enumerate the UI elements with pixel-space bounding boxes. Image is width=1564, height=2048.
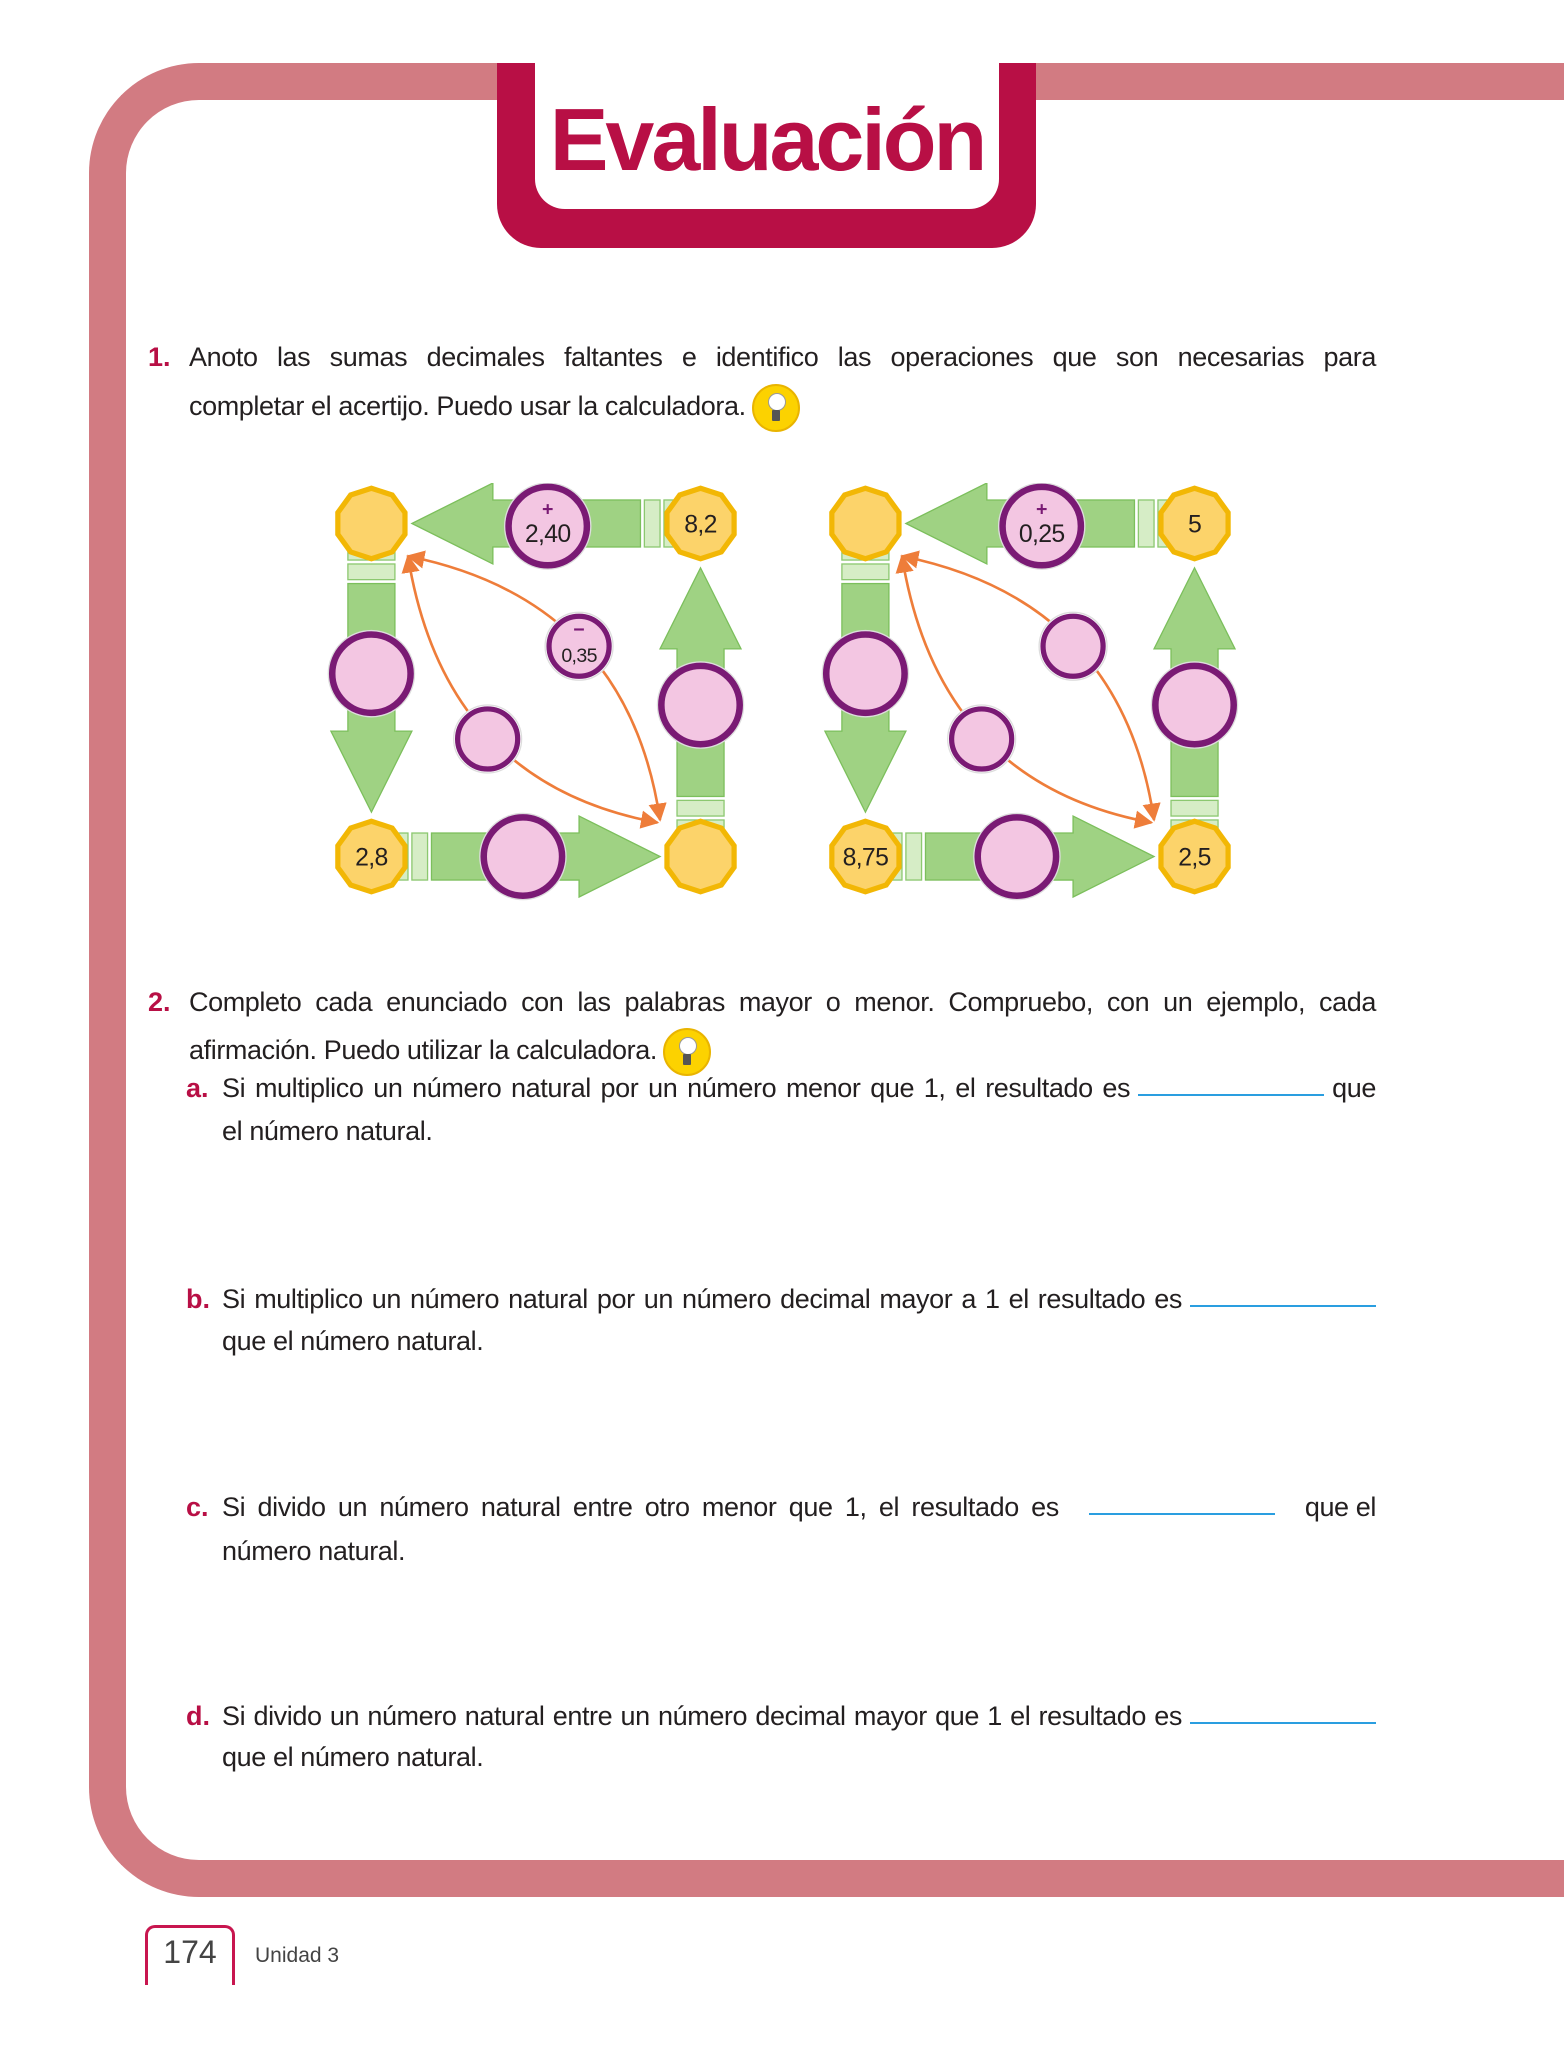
slot-top[interactable] [999, 483, 1085, 569]
unit-label: Unidad 3 [255, 1944, 340, 1967]
operation-value: 0,35 [561, 644, 597, 667]
puzzle-right [821, 483, 1252, 914]
operation-sign: + [542, 498, 554, 521]
arrow-stripe [906, 833, 922, 880]
item-a-line-1 [222, 1071, 1376, 1105]
item-b-answer-blank[interactable] [1190, 1305, 1376, 1307]
item-d-line-2: que el número natural. [222, 1742, 484, 1772]
item-b-letter: b. [186, 1284, 210, 1314]
diagonal-arrow-upper [408, 556, 660, 820]
answer-slot [952, 709, 1012, 769]
operation-sign: + [1036, 498, 1048, 521]
answer-slot [826, 635, 904, 713]
arrow-stripe [348, 564, 395, 580]
puzzle-left [327, 483, 758, 914]
slot-left[interactable] [328, 631, 414, 717]
item-b-line-1 [222, 1282, 1384, 1316]
question-2-line-2-text: afirmación. Puedo utilizar la calculadora. [189, 1035, 657, 1066]
question-2-line-2 [189, 1028, 711, 1076]
corner-bottom-right [1161, 821, 1228, 892]
corner-value: 2,5 [1178, 844, 1211, 872]
corner-bottom-right[interactable] [667, 821, 734, 892]
item-c-letter: c. [186, 1492, 209, 1522]
calculator-lightbulb-icon [663, 1028, 711, 1076]
corner-top-left[interactable] [832, 488, 899, 559]
operation-value: 2,40 [524, 520, 571, 548]
page-title: Evaluación [549, 90, 985, 189]
slot-left[interactable] [822, 631, 908, 717]
answer-slot [1155, 666, 1233, 744]
corner-bottom-left [832, 821, 899, 892]
item-b-line-2: que el número natural. [222, 1326, 484, 1356]
slot-diagonal-lower[interactable] [454, 705, 522, 773]
answer-slot [1043, 616, 1103, 676]
answer-slot [332, 635, 410, 713]
item-a-text-after: que [1332, 1073, 1376, 1103]
corner-bottom-left [338, 821, 405, 892]
answer-slot [458, 709, 518, 769]
operation-sign: − [573, 618, 585, 641]
slot-diagonal-lower[interactable] [948, 705, 1016, 773]
diagonal-arrow-lower [902, 556, 1151, 822]
item-c-text: Si divido un número natural entre otro menor que 1, el resultado es [222, 1492, 1059, 1522]
arrow-stripe [644, 500, 660, 547]
question-1-line-2 [189, 384, 800, 432]
corner-top-left[interactable] [338, 488, 405, 559]
diagonal-arrow-lower [408, 556, 657, 822]
item-c-line-2: número natural. [222, 1536, 406, 1566]
corner-value: 8,75 [842, 844, 889, 872]
question-1-line-2-text: completar el acertijo. Puedo usar la calculadora. [189, 391, 746, 422]
item-d-answer-blank[interactable] [1190, 1722, 1376, 1724]
arrow-stripe [677, 800, 724, 816]
calculator-lightbulb-icon [752, 384, 800, 432]
corner-octagon [338, 488, 405, 559]
answer-slot [661, 666, 739, 744]
slot-right[interactable] [1151, 662, 1237, 748]
page-number-box [145, 1925, 235, 1985]
slot-right[interactable] [657, 662, 743, 748]
corner-top-right [667, 488, 734, 559]
item-a-text: Si multiplico un número natural por un número menor que 1, el resultado es [222, 1073, 1131, 1103]
question-1-number: 1. [148, 342, 171, 372]
corner-value: 8,2 [684, 511, 717, 539]
item-a-answer-blank[interactable] [1138, 1094, 1324, 1096]
item-d-text: Si divido un número natural entre un número decimal mayor que 1 el resultado es [222, 1701, 1182, 1731]
corner-octagon [667, 821, 734, 892]
item-c-line-1 [222, 1490, 1376, 1524]
corner-value: 5 [1187, 511, 1202, 539]
item-c-text-after: que el [1304, 1492, 1376, 1522]
corner-top-right [1161, 488, 1228, 559]
arrow-stripe [842, 564, 889, 580]
title-tab-inner [535, 63, 999, 209]
item-c-answer-blank[interactable] [1089, 1513, 1275, 1515]
item-a-letter: a. [186, 1073, 209, 1103]
operation-value: 0,25 [1018, 520, 1065, 548]
page-frame [89, 63, 1564, 1897]
page-number: 174 [163, 1934, 217, 1970]
arrow-stripe [412, 833, 428, 880]
answer-slot [978, 817, 1056, 895]
item-d-letter: d. [186, 1701, 210, 1731]
item-a-line-2: el número natural. [222, 1116, 433, 1146]
answer-slot [484, 817, 562, 895]
item-b-text: Si multiplico un número natural por un número decimal mayor a 1 el resultado es [222, 1284, 1182, 1314]
arrow-stripe [1138, 500, 1154, 547]
corner-value: 2,8 [355, 844, 388, 872]
slot-bottom[interactable] [974, 813, 1060, 899]
title-tab [497, 63, 1036, 248]
arrow-stripe [1171, 800, 1218, 816]
slot-diagonal-upper[interactable] [545, 612, 613, 680]
slot-diagonal-upper[interactable] [1039, 612, 1107, 680]
item-d-line-1 [222, 1699, 1384, 1733]
slot-bottom[interactable] [480, 813, 566, 899]
question-2-number: 2. [148, 987, 171, 1017]
corner-octagon [832, 488, 899, 559]
diagonal-arrow-upper [902, 556, 1154, 820]
question-2-line-1: Completo cada enunciado con las palabras mayor o menor. Compruebo, con un ejemplo, cada [189, 987, 1376, 1017]
question-1-line-1: Anoto las sumas decimales faltantes e identifico las operaciones que son necesarias para [189, 342, 1376, 372]
slot-top[interactable] [505, 483, 591, 569]
